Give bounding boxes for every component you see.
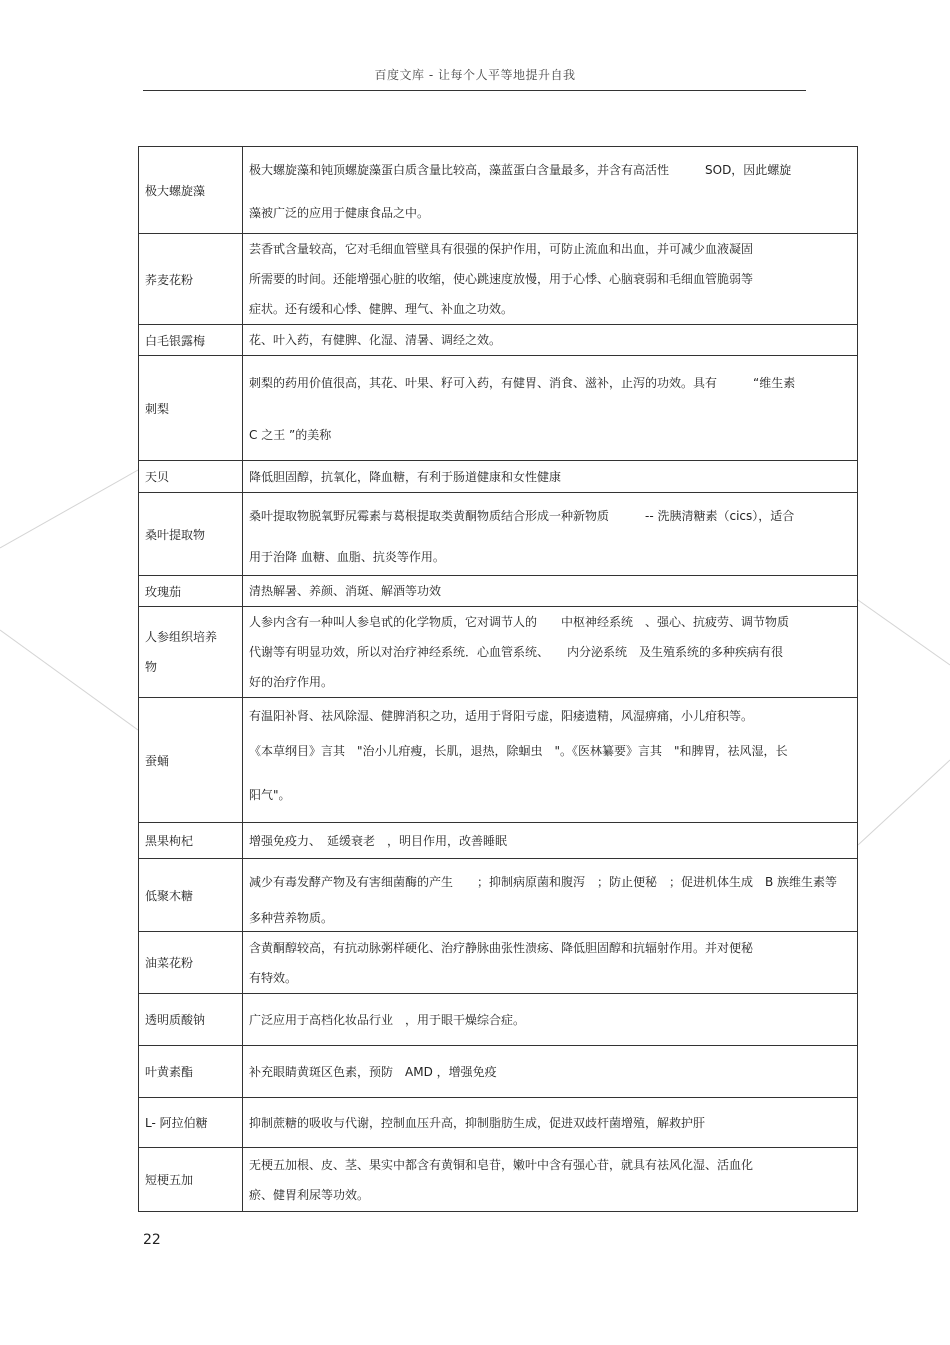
row-description [243, 356, 858, 461]
row-name: 极大螺旋藻 [139, 147, 243, 234]
table-row [139, 1046, 858, 1098]
table-row [139, 932, 858, 994]
description-line: 刺梨的药用价值很高，其花、叶果、籽可入药，有健胃、消食、滋补，止泻的功效。具有 “维生素 [249, 376, 796, 390]
description-line: 有特效。 [249, 970, 298, 985]
row-name: 叶黄素酯 [139, 1046, 243, 1098]
table-body [139, 147, 858, 1212]
description-line: 症状。还有缓和心悸、健脾、理气、补血之功效。 [249, 302, 514, 316]
description-line: 减少有毒发酵产物及有害细菌酶的产生 ；抑制病原菌和腹泻 ；防止便秘 ；促进机体生成 B 族维生素等 [249, 875, 838, 889]
table-row [139, 493, 858, 576]
description-line: 有温阳补肾、祛风除湿、健脾消积之功，适用于肾阳亏虚，阳痿遗精，风湿痹痛，小儿疳积等。 [249, 709, 754, 723]
row-description [243, 698, 858, 823]
row-description [243, 147, 858, 234]
header-rule [143, 90, 806, 91]
description-line: 人参内含有一种叫人参皂甙的化学物质，它对调节人的 中枢神经系统 、强心、抗疲劳、调节物质 [249, 615, 790, 629]
table-row [139, 1098, 858, 1148]
table-row [139, 698, 858, 823]
row-name: 透明质酸钠 [139, 994, 243, 1046]
description-line: 花、叶入药，有健脾、化湿、清暑、调经之效。 [249, 333, 502, 347]
row-name: 黑果枸杞 [139, 823, 243, 859]
table-row [139, 994, 858, 1046]
row-description [243, 576, 858, 607]
table-row [139, 859, 858, 932]
row-name: 刺梨 [139, 356, 243, 461]
description-line: 广泛应用于高档化妆品行业 ，用于眼干燥综合症。 [249, 1012, 526, 1027]
row-name: 桑叶提取物 [139, 493, 243, 576]
table-row [139, 325, 858, 356]
table-row [139, 356, 858, 461]
description-line: 抑制蔗糖的吸收与代谢，控制血压升高，抑制脂肪生成，促进双歧杆菌增殖，解救护肝 [249, 1115, 706, 1130]
description-line: 代谢等有明显功效，所以对治疗神经系统．心血管系统、 内分泌系统 及生殖系统的多种疾病有很 [249, 645, 784, 659]
table-row [139, 234, 858, 325]
description-line: 《本草纲目》言其 "治小儿疳瘦，长肌，退热，除蛔虫 "。《医林纂要》言其 "和脾胃，祛风湿，长 [249, 744, 788, 758]
row-description [243, 994, 858, 1046]
description-line: 所需要的时间。还能增强心脏的收缩，使心跳速度放慢，用于心悸、心脑衰弱和毛细血管脆弱等 [249, 272, 754, 286]
row-description [243, 1098, 858, 1148]
table-row [139, 576, 858, 607]
row-name: 白毛银露梅 [139, 325, 243, 356]
row-name: 天贝 [139, 461, 243, 493]
description-line: 无梗五加根、皮、茎、果实中都含有黄铜和皂苷，嫩叶中含有强心苷，就具有祛风化湿、活血化 [249, 1157, 754, 1172]
description-line: 降低胆固醇，抗氧化，降血糖，有利于肠道健康和女性健康 [249, 469, 562, 484]
row-description [243, 607, 858, 698]
row-description [243, 234, 858, 325]
description-line: 增强免疫力、 延缓衰老 ，明目作用，改善睡眠 [249, 833, 508, 848]
row-name: 短梗五加 [139, 1148, 243, 1212]
row-name: 荞麦花粉 [139, 234, 243, 325]
description-line: 瘀、健胃利尿等功效。 [249, 1187, 370, 1202]
row-description [243, 461, 858, 493]
table-row [139, 823, 858, 859]
row-description [243, 1046, 858, 1098]
description-line: C 之王 ”的美称 [249, 428, 332, 442]
row-description [243, 859, 858, 932]
description-line: 用于治降 血糖、血脂、抗炎等作用。 [249, 550, 445, 564]
table-row [139, 1148, 858, 1212]
description-line: 含黄酮醇较高，有抗动脉粥样硬化、治疗静脉曲张性溃疡、降低胆固醇和抗辐射作用。并对便秘 [249, 940, 754, 955]
table-row [139, 607, 858, 698]
row-description [243, 932, 858, 994]
description-line: 芸香甙含量较高，它对毛细血管壁具有很强的保护作用，可防止流血和出血，并可减少血液凝固 [249, 242, 754, 256]
content-table [138, 146, 858, 1212]
description-line: 藻被广泛的应用于健康食品之中。 [249, 206, 430, 220]
table-row [139, 147, 858, 234]
description-line: 清热解暑、养颜、消斑、解酒等功效 [249, 584, 442, 598]
description-line: 多种营养物质。 [249, 911, 334, 925]
row-name: L- 阿拉伯糖 [139, 1098, 243, 1148]
description-line: 阳气"。 [249, 788, 291, 802]
row-name: 蚕蛹 [139, 698, 243, 823]
row-name: 油菜花粉 [139, 932, 243, 994]
table-row [139, 461, 858, 493]
row-description [243, 493, 858, 576]
description-line: 桑叶提取物脱氧野尻霉素与葛根提取类黄酮物质结合形成一种新物质 -- 洗胰清糖素（cics），适合 [249, 509, 795, 523]
row-name: 人参组织培养物 [139, 607, 243, 698]
row-description [243, 823, 858, 859]
description-line: 极大螺旋藻和钝顶螺旋藻蛋白质含量比较高，藻蓝蛋白含量最多，并含有高活性 SOD，因此螺旋 [249, 163, 792, 177]
description-line: 补充眼睛黄斑区色素，预防 AMD ，增强免疫 [249, 1064, 497, 1079]
row-description [243, 1148, 858, 1212]
row-description [243, 325, 858, 356]
description-line: 好的治疗作用。 [249, 675, 334, 689]
page-header: 百度文库 - 让每个人平等地提升自我 [374, 68, 576, 82]
row-name: 玫瑰茄 [139, 576, 243, 607]
row-name: 低聚木糖 [139, 859, 243, 932]
page-number: 22 [143, 1232, 161, 1248]
